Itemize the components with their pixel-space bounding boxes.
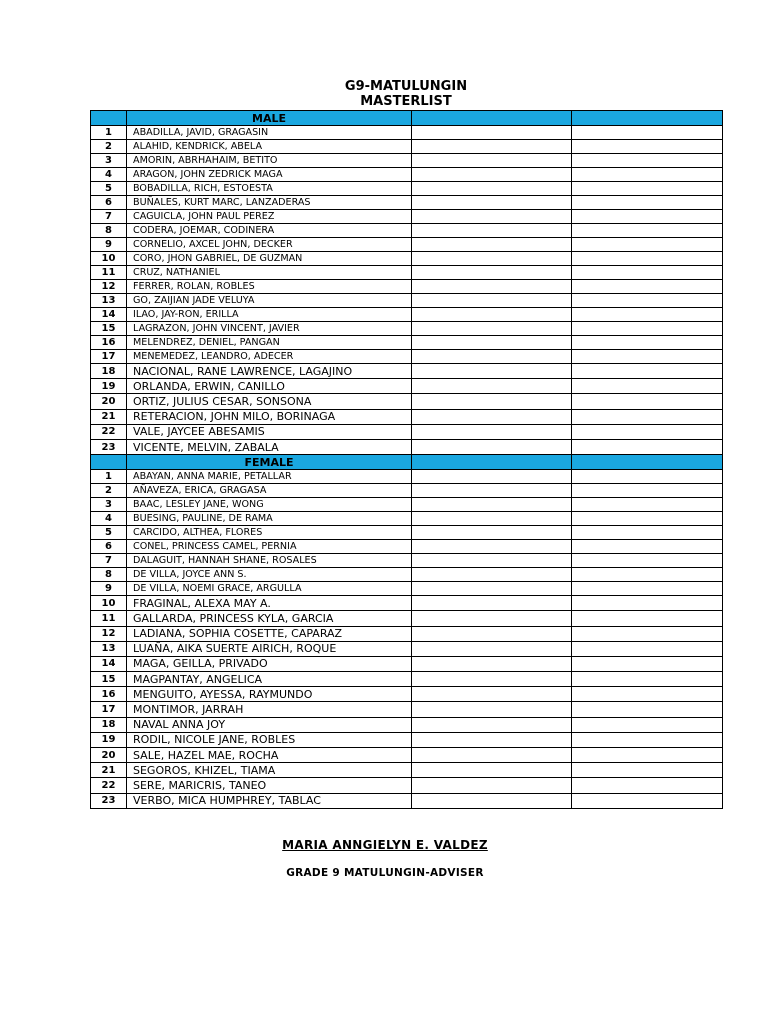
- student-name: CODERA, JOEMAR, CODINERA: [127, 224, 412, 238]
- table-row: [91, 182, 723, 196]
- page-title: G9-MATULUNGIN: [344, 79, 468, 94]
- table-row: [91, 656, 723, 671]
- student-name: CORNELIO, AXCEL JOHN, DECKER: [127, 238, 412, 252]
- student-name: BUESING, PAULINE, DE RAMA: [127, 512, 412, 526]
- table-row: [91, 224, 723, 238]
- student-name: SERE, MARICRIS, TANEO: [127, 778, 412, 793]
- student-name: GALLARDA, PRINCESS KYLA, GARCIA: [127, 611, 412, 626]
- blank-cell: [412, 210, 572, 224]
- blank-cell: [572, 126, 723, 140]
- table-row: [91, 350, 723, 364]
- blank-cell: [572, 224, 723, 238]
- blank-cell: [412, 656, 572, 671]
- student-name: NACIONAL, RANE LAWRENCE, LAGAJINO: [127, 364, 412, 379]
- blank-cell: [412, 672, 572, 687]
- student-name: MELENDREZ, DENIEL, PANGAN: [127, 336, 412, 350]
- table-row: [91, 793, 723, 808]
- blank-cell: [412, 702, 572, 717]
- table-row: [91, 540, 723, 554]
- row-number: 13: [91, 641, 127, 656]
- table-row: [91, 498, 723, 512]
- row-number: 10: [91, 252, 127, 266]
- blank-cell: [412, 336, 572, 350]
- row-number: 21: [91, 409, 127, 424]
- header-cell: [412, 455, 572, 470]
- student-name: ABAYAN, ANNA MARIE, PETALLAR: [127, 470, 412, 484]
- table-row: [91, 596, 723, 611]
- student-name: NAVAL ANNA JOY: [127, 717, 412, 732]
- student-name: ALAHID, KENDRICK, ABELA: [127, 140, 412, 154]
- row-number: 2: [91, 140, 127, 154]
- student-name: CORO, JHON GABRIEL, DE GUZMAN: [127, 252, 412, 266]
- row-number: 9: [91, 582, 127, 596]
- blank-cell: [572, 394, 723, 409]
- table-row: [91, 154, 723, 168]
- blank-cell: [572, 687, 723, 702]
- row-number: 9: [91, 238, 127, 252]
- row-number: 2: [91, 484, 127, 498]
- blank-cell: [572, 512, 723, 526]
- row-number: 8: [91, 224, 127, 238]
- blank-cell: [412, 498, 572, 512]
- table-row: [91, 308, 723, 322]
- row-number: 7: [91, 554, 127, 568]
- blank-cell: [572, 336, 723, 350]
- blank-cell: [412, 717, 572, 732]
- table-row: [91, 641, 723, 656]
- student-name: FRAGINAL, ALEXA MAY A.: [127, 596, 412, 611]
- blank-cell: [572, 717, 723, 732]
- row-number: 15: [91, 322, 127, 336]
- table-row: [91, 748, 723, 763]
- adviser-role: GRADE 9 MATULUNGIN-ADVISER: [286, 867, 484, 879]
- table-row: [91, 409, 723, 424]
- student-name: CONEL, PRINCESS CAMEL, PERNIA: [127, 540, 412, 554]
- student-name: MONTIMOR, JARRAH: [127, 702, 412, 717]
- table-row: [91, 168, 723, 182]
- row-number: 4: [91, 512, 127, 526]
- row-number: 14: [91, 656, 127, 671]
- header-cell: [91, 455, 127, 470]
- row-number: 13: [91, 294, 127, 308]
- student-name: BUÑALES, KURT MARC, LANZADERAS: [127, 196, 412, 210]
- row-number: 6: [91, 196, 127, 210]
- blank-cell: [572, 656, 723, 671]
- blank-cell: [572, 526, 723, 540]
- student-name: DALAGUIT, HANNAH SHANE, ROSALES: [127, 554, 412, 568]
- table-row: [91, 140, 723, 154]
- student-name: LAGRAZON, JOHN VINCENT, JAVIER: [127, 322, 412, 336]
- table-row: [91, 526, 723, 540]
- blank-cell: [412, 322, 572, 336]
- blank-cell: [572, 611, 723, 626]
- student-name: MENGUITO, AYESSA, RAYMUNDO: [127, 687, 412, 702]
- row-number: 6: [91, 540, 127, 554]
- blank-cell: [412, 526, 572, 540]
- blank-cell: [572, 294, 723, 308]
- row-number: 18: [91, 717, 127, 732]
- blank-cell: [412, 748, 572, 763]
- row-number: 8: [91, 568, 127, 582]
- row-number: 20: [91, 748, 127, 763]
- blank-cell: [412, 582, 572, 596]
- table-row: [91, 266, 723, 280]
- blank-cell: [572, 308, 723, 322]
- table-row: [91, 554, 723, 568]
- student-name: ORLANDA, ERWIN, CANILLO: [127, 379, 412, 394]
- blank-cell: [412, 641, 572, 656]
- table-row: [91, 294, 723, 308]
- blank-cell: [572, 409, 723, 424]
- student-name: ABADILLA, JAVID, GRAGASIN: [127, 126, 412, 140]
- blank-cell: [572, 702, 723, 717]
- table-row: [91, 687, 723, 702]
- student-name: LADIANA, SOPHIA COSETTE, CAPARAZ: [127, 626, 412, 641]
- blank-cell: [572, 641, 723, 656]
- blank-cell: [412, 793, 572, 808]
- blank-cell: [572, 540, 723, 554]
- row-number: 7: [91, 210, 127, 224]
- blank-cell: [412, 424, 572, 439]
- blank-cell: [412, 554, 572, 568]
- row-number: 23: [91, 793, 127, 808]
- blank-cell: [572, 626, 723, 641]
- table-row: [91, 626, 723, 641]
- table-row: [91, 717, 723, 732]
- student-name: MAGPANTAY, ANGELICA: [127, 672, 412, 687]
- table-row: [91, 394, 723, 409]
- student-name: ORTIZ, JULIUS CESAR, SONSONA: [127, 394, 412, 409]
- blank-cell: [412, 154, 572, 168]
- table-row: [91, 611, 723, 626]
- student-name: DE VILLA, JOYCE ANN S.: [127, 568, 412, 582]
- table-row: [91, 702, 723, 717]
- row-number: 15: [91, 672, 127, 687]
- adviser-name: MARIA ANNGIELYN E. VALDEZ: [282, 838, 488, 852]
- row-number: 12: [91, 626, 127, 641]
- blank-cell: [572, 568, 723, 582]
- blank-cell: [572, 379, 723, 394]
- blank-cell: [572, 793, 723, 808]
- male-section-label: MALE: [127, 111, 412, 126]
- blank-cell: [572, 196, 723, 210]
- table-row: [91, 252, 723, 266]
- blank-cell: [412, 394, 572, 409]
- blank-cell: [412, 308, 572, 322]
- blank-cell: [572, 424, 723, 439]
- student-name: AMORIN, ABRHAHAIM, BETITO: [127, 154, 412, 168]
- table-row: [91, 778, 723, 793]
- table-row: [91, 568, 723, 582]
- table-row: [91, 470, 723, 484]
- blank-cell: [572, 732, 723, 747]
- table-row: [91, 672, 723, 687]
- blank-cell: [572, 154, 723, 168]
- blank-cell: [572, 364, 723, 379]
- row-number: 21: [91, 763, 127, 778]
- student-name: CAGUICLA, JOHN PAUL PEREZ: [127, 210, 412, 224]
- blank-cell: [412, 379, 572, 394]
- blank-cell: [572, 672, 723, 687]
- table-row: [91, 196, 723, 210]
- blank-cell: [412, 778, 572, 793]
- blank-cell: [572, 470, 723, 484]
- table-row: [91, 439, 723, 454]
- blank-cell: [412, 763, 572, 778]
- blank-cell: [412, 182, 572, 196]
- blank-cell: [572, 210, 723, 224]
- table-row: [91, 763, 723, 778]
- row-number: 16: [91, 336, 127, 350]
- student-name: DE VILLA, NOEMI GRACE, ARGULLA: [127, 582, 412, 596]
- row-number: 1: [91, 470, 127, 484]
- row-number: 18: [91, 364, 127, 379]
- blank-cell: [572, 748, 723, 763]
- student-name: MAGA, GEILLA, PRIVADO: [127, 656, 412, 671]
- blank-cell: [412, 484, 572, 498]
- blank-cell: [572, 168, 723, 182]
- blank-cell: [412, 568, 572, 582]
- blank-cell: [412, 266, 572, 280]
- blank-cell: [412, 280, 572, 294]
- blank-cell: [572, 763, 723, 778]
- student-name: SEGOROS, KHIZEL, TIAMA: [127, 763, 412, 778]
- page-subtitle: MASTERLIST: [360, 94, 452, 109]
- blank-cell: [572, 238, 723, 252]
- row-number: 14: [91, 308, 127, 322]
- row-number: 23: [91, 439, 127, 454]
- table-row: [91, 280, 723, 294]
- row-number: 19: [91, 732, 127, 747]
- student-name: CRUZ, NATHANIEL: [127, 266, 412, 280]
- blank-cell: [412, 540, 572, 554]
- blank-cell: [572, 280, 723, 294]
- table-row: [91, 582, 723, 596]
- table-row: [91, 364, 723, 379]
- row-number: 4: [91, 168, 127, 182]
- blank-cell: [572, 140, 723, 154]
- blank-cell: [412, 596, 572, 611]
- blank-cell: [412, 350, 572, 364]
- student-name: VALE, JAYCEE ABESAMIS: [127, 424, 412, 439]
- row-number: 16: [91, 687, 127, 702]
- blank-cell: [572, 439, 723, 454]
- row-number: 11: [91, 266, 127, 280]
- blank-cell: [412, 140, 572, 154]
- row-number: 17: [91, 350, 127, 364]
- blank-cell: [412, 126, 572, 140]
- row-number: 20: [91, 394, 127, 409]
- blank-cell: [412, 470, 572, 484]
- blank-cell: [412, 687, 572, 702]
- row-number: 22: [91, 778, 127, 793]
- header-cell: [572, 111, 723, 126]
- row-number: 17: [91, 702, 127, 717]
- table-row: [91, 379, 723, 394]
- row-number: 5: [91, 182, 127, 196]
- blank-cell: [412, 439, 572, 454]
- student-name: FERRER, ROLAN, ROBLES: [127, 280, 412, 294]
- student-name: ARAGON, JOHN ZEDRICK MAGA: [127, 168, 412, 182]
- student-name: BOBADILLA, RICH, ESTOESTA: [127, 182, 412, 196]
- table-row: [91, 336, 723, 350]
- table-row: [91, 732, 723, 747]
- masterlist-table: [90, 110, 723, 809]
- header-cell: [572, 455, 723, 470]
- row-number: 12: [91, 280, 127, 294]
- blank-cell: [412, 168, 572, 182]
- row-number: 3: [91, 154, 127, 168]
- blank-cell: [572, 582, 723, 596]
- row-number: 11: [91, 611, 127, 626]
- student-name: VICENTE, MELVIN, ZABALA: [127, 439, 412, 454]
- table-row: [91, 322, 723, 336]
- row-number: 5: [91, 526, 127, 540]
- row-number: 10: [91, 596, 127, 611]
- row-number: 3: [91, 498, 127, 512]
- blank-cell: [572, 350, 723, 364]
- blank-cell: [572, 498, 723, 512]
- blank-cell: [572, 252, 723, 266]
- blank-cell: [412, 238, 572, 252]
- student-name: RETERACION, JOHN MILO, BORINAGA: [127, 409, 412, 424]
- table-row: [91, 210, 723, 224]
- table-row: [91, 424, 723, 439]
- blank-cell: [572, 596, 723, 611]
- blank-cell: [412, 294, 572, 308]
- student-name: VERBO, MICA HUMPHREY, TABLAC: [127, 793, 412, 808]
- blank-cell: [572, 322, 723, 336]
- student-name: LUAÑA, AIKA SUERTE AIRICH, ROQUE: [127, 641, 412, 656]
- blank-cell: [412, 364, 572, 379]
- blank-cell: [572, 182, 723, 196]
- student-name: CARCIDO, ALTHEA, FLORES: [127, 526, 412, 540]
- blank-cell: [412, 196, 572, 210]
- blank-cell: [412, 252, 572, 266]
- row-number: 22: [91, 424, 127, 439]
- blank-cell: [572, 484, 723, 498]
- student-name: SALE, HAZEL MAE, ROCHA: [127, 748, 412, 763]
- student-name: BAAC, LESLEY JANE, WONG: [127, 498, 412, 512]
- female-section-header: [91, 455, 723, 470]
- blank-cell: [412, 224, 572, 238]
- blank-cell: [412, 409, 572, 424]
- table-row: [91, 484, 723, 498]
- blank-cell: [412, 611, 572, 626]
- student-name: MENEMEDEZ, LEANDRO, ADECER: [127, 350, 412, 364]
- blank-cell: [412, 732, 572, 747]
- student-name: AÑAVEZA, ERICA, GRAGASA: [127, 484, 412, 498]
- male-section-header: [91, 111, 723, 126]
- row-number: 19: [91, 379, 127, 394]
- blank-cell: [412, 626, 572, 641]
- blank-cell: [572, 266, 723, 280]
- table-row: [91, 512, 723, 526]
- student-name: GO, ZAIJIAN JADE VELUYA: [127, 294, 412, 308]
- table-row: [91, 238, 723, 252]
- female-section-label: FEMALE: [127, 455, 412, 470]
- header-cell: [412, 111, 572, 126]
- student-name: ILAO, JAY-RON, ERILLA: [127, 308, 412, 322]
- student-name: RODIL, NICOLE JANE, ROBLES: [127, 732, 412, 747]
- blank-cell: [572, 554, 723, 568]
- blank-cell: [572, 778, 723, 793]
- table-row: [91, 126, 723, 140]
- blank-cell: [412, 512, 572, 526]
- row-number: 1: [91, 126, 127, 140]
- header-cell: [91, 111, 127, 126]
